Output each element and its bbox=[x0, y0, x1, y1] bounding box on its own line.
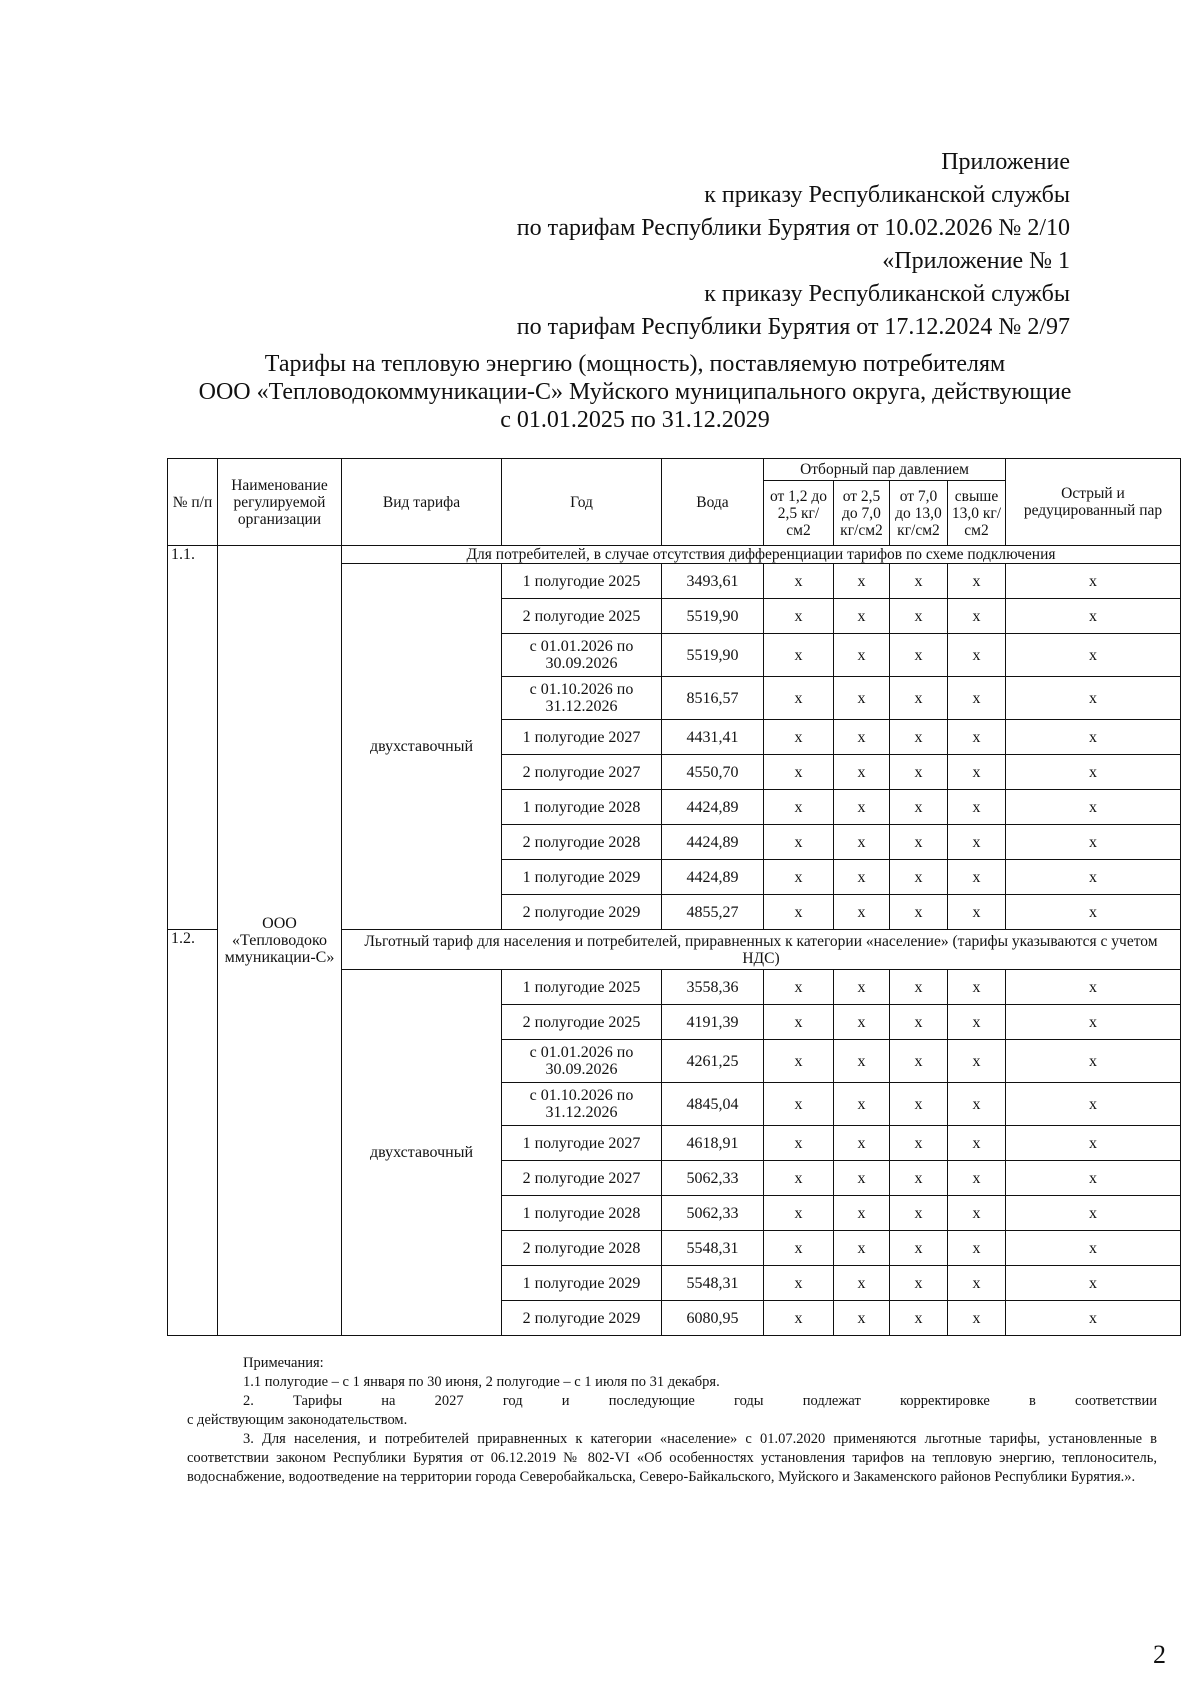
row-year: 2 полугодие 2028 bbox=[502, 825, 662, 860]
cell-cross: x bbox=[764, 895, 834, 930]
cell-cross: x bbox=[948, 599, 1006, 634]
header-sharp-steam: Острый и редуцированный пар bbox=[1006, 459, 1181, 546]
cell-cross: x bbox=[1006, 1231, 1181, 1266]
note-item: с действующим законодательством. bbox=[187, 1412, 408, 1428]
cell-cross: x bbox=[764, 1266, 834, 1301]
cell-cross: x bbox=[764, 634, 834, 677]
cell-cross: x bbox=[890, 1196, 948, 1231]
header-water: Вода bbox=[662, 459, 764, 546]
row-year: 1 полугодие 2025 bbox=[502, 564, 662, 599]
row-water: 6080,95 bbox=[662, 1301, 764, 1336]
row-water: 5062,33 bbox=[662, 1161, 764, 1196]
cell-cross: x bbox=[834, 1266, 890, 1301]
cell-cross: x bbox=[948, 1040, 1006, 1083]
row-year: 1 полугодие 2025 bbox=[502, 970, 662, 1005]
note-item: 1.1 полугодие – с 1 января по 30 июня, 2 полугодие – с 1 июля по 31 декабря. bbox=[243, 1374, 720, 1390]
cell-cross: x bbox=[948, 1005, 1006, 1040]
cell-cross: x bbox=[890, 860, 948, 895]
row-water: 4618,91 bbox=[662, 1126, 764, 1161]
notes-heading: Примечания: bbox=[243, 1355, 324, 1371]
note-item: 3. Для населения, и потребителей приравненных к категории «население» с 01.07.2020 применяются льготные тарифы, установленные в соответствии законом Республики Бурятия от 06.12.2019 № 802-VI «Об особенностях установления тарифов на тепловую энергию, теплоноситель, водоснабжение, водоотведение на территории города Северобайкальска, Северо-Байкальского, Муйского и Закаменского районов Республики Бурятия.». bbox=[187, 1431, 1157, 1485]
header-steam-col: свыше 13,0 кг/см2 bbox=[948, 481, 1006, 546]
cell-cross: x bbox=[834, 720, 890, 755]
cell-cross: x bbox=[890, 970, 948, 1005]
cell-cross: x bbox=[1006, 677, 1181, 720]
tariff-table bbox=[167, 458, 1181, 1336]
cell-cross: x bbox=[1006, 1126, 1181, 1161]
cell-cross: x bbox=[1006, 970, 1181, 1005]
row-year: 2 полугодие 2027 bbox=[502, 755, 662, 790]
appendix-header bbox=[517, 146, 1070, 344]
cell-cross: x bbox=[764, 677, 834, 720]
cell-cross: x bbox=[890, 677, 948, 720]
cell-cross: x bbox=[834, 790, 890, 825]
cell-cross: x bbox=[948, 1301, 1006, 1336]
cell-cross: x bbox=[764, 1083, 834, 1126]
cell-cross: x bbox=[948, 1126, 1006, 1161]
cell-cross: x bbox=[948, 1161, 1006, 1196]
cell-cross: x bbox=[1006, 1266, 1181, 1301]
cell-cross: x bbox=[834, 677, 890, 720]
cell-cross: x bbox=[834, 1301, 890, 1336]
cell-cross: x bbox=[834, 860, 890, 895]
cell-cross: x bbox=[764, 1196, 834, 1231]
cell-cross: x bbox=[890, 720, 948, 755]
section-title: Льготный тариф для населения и потребителей, приравненных к категории «население» (тарифы указываются с учетом НДС) bbox=[342, 930, 1181, 970]
cell-cross: x bbox=[948, 1083, 1006, 1126]
cell-cross: x bbox=[1006, 720, 1181, 755]
row-water: 5548,31 bbox=[662, 1266, 764, 1301]
cell-cross: x bbox=[764, 564, 834, 599]
cell-cross: x bbox=[1006, 790, 1181, 825]
section-number: 1.2. bbox=[168, 930, 218, 1336]
organization-name: ООО «Тепловодоко ммуникации-С» bbox=[218, 546, 342, 1336]
row-water: 5519,90 bbox=[662, 634, 764, 677]
cell-cross: x bbox=[764, 790, 834, 825]
cell-cross: x bbox=[890, 1231, 948, 1266]
title-line: ООО «Тепловодокоммуникации-С» Муйского муниципального округа, действующие bbox=[198, 379, 1072, 405]
cell-cross: x bbox=[890, 895, 948, 930]
row-year: с 01.01.2026 по 30.09.2026 bbox=[502, 1040, 662, 1083]
cell-cross: x bbox=[948, 790, 1006, 825]
cell-cross: x bbox=[890, 1040, 948, 1083]
cell-cross: x bbox=[948, 755, 1006, 790]
cell-cross: x bbox=[834, 1196, 890, 1231]
tariff-type: двухставочный bbox=[342, 970, 502, 1336]
cell-cross: x bbox=[948, 634, 1006, 677]
cell-cross: x bbox=[834, 1083, 890, 1126]
cell-cross: x bbox=[948, 970, 1006, 1005]
cell-cross: x bbox=[834, 825, 890, 860]
cell-cross: x bbox=[764, 1005, 834, 1040]
row-year: 1 полугодие 2027 bbox=[502, 720, 662, 755]
cell-cross: x bbox=[890, 564, 948, 599]
cell-cross: x bbox=[764, 1161, 834, 1196]
cell-cross: x bbox=[1006, 1083, 1181, 1126]
page-number: 2 bbox=[1153, 1640, 1166, 1669]
note-item: 2. Тарифы на 2027 год и последующие годы подлежат корректировке в соответствии bbox=[243, 1393, 1157, 1409]
cell-cross: x bbox=[1006, 1040, 1181, 1083]
header-steam-col: от 7,0 до 13,0 кг/см2 bbox=[890, 481, 948, 546]
cell-cross: x bbox=[890, 755, 948, 790]
row-water: 3558,36 bbox=[662, 970, 764, 1005]
cell-cross: x bbox=[1006, 599, 1181, 634]
cell-cross: x bbox=[948, 825, 1006, 860]
cell-cross: x bbox=[834, 1161, 890, 1196]
cell-cross: x bbox=[1006, 755, 1181, 790]
cell-cross: x bbox=[834, 970, 890, 1005]
row-water: 4431,41 bbox=[662, 720, 764, 755]
cell-cross: x bbox=[890, 825, 948, 860]
cell-cross: x bbox=[890, 1005, 948, 1040]
header-steam-group: Отборный пар давлением bbox=[764, 459, 1006, 481]
row-year: 1 полугодие 2029 bbox=[502, 860, 662, 895]
row-year: с 01.10.2026 по 31.12.2026 bbox=[502, 1083, 662, 1126]
cell-cross: x bbox=[1006, 1196, 1181, 1231]
cell-cross: x bbox=[948, 860, 1006, 895]
cell-cross: x bbox=[890, 1301, 948, 1336]
row-year: 2 полугодие 2029 bbox=[502, 895, 662, 930]
cell-cross: x bbox=[834, 564, 890, 599]
cell-cross: x bbox=[764, 970, 834, 1005]
cell-cross: x bbox=[948, 564, 1006, 599]
cell-cross: x bbox=[1006, 860, 1181, 895]
cell-cross: x bbox=[834, 755, 890, 790]
cell-cross: x bbox=[948, 720, 1006, 755]
row-year: 1 полугодие 2028 bbox=[502, 1196, 662, 1231]
row-year: 2 полугодие 2027 bbox=[502, 1161, 662, 1196]
row-water: 4845,04 bbox=[662, 1083, 764, 1126]
row-water: 5548,31 bbox=[662, 1231, 764, 1266]
cell-cross: x bbox=[1006, 895, 1181, 930]
cell-cross: x bbox=[948, 677, 1006, 720]
header-steam-col: от 1,2 до 2,5 кг/см2 bbox=[764, 481, 834, 546]
cell-cross: x bbox=[1006, 564, 1181, 599]
row-water: 4855,27 bbox=[662, 895, 764, 930]
cell-cross: x bbox=[764, 1126, 834, 1161]
cell-cross: x bbox=[764, 599, 834, 634]
cell-cross: x bbox=[890, 634, 948, 677]
cell-cross: x bbox=[890, 1266, 948, 1301]
cell-cross: x bbox=[1006, 1301, 1181, 1336]
header-line: по тарифам Республики Бурятия от 10.02.2026 № 2/10 bbox=[516, 215, 1070, 241]
row-water: 3493,61 bbox=[662, 564, 764, 599]
cell-cross: x bbox=[834, 599, 890, 634]
row-year: с 01.01.2026 по 30.09.2026 bbox=[502, 634, 662, 677]
row-year: 2 полугодие 2029 bbox=[502, 1301, 662, 1336]
row-water: 5062,33 bbox=[662, 1196, 764, 1231]
document-title bbox=[170, 350, 1100, 434]
cell-cross: x bbox=[890, 1083, 948, 1126]
header-line: по тарифам Республики Бурятия от 17.12.2024 № 2/97 bbox=[516, 314, 1070, 340]
row-year: 2 полугодие 2025 bbox=[502, 1005, 662, 1040]
cell-cross: x bbox=[834, 1040, 890, 1083]
cell-cross: x bbox=[764, 860, 834, 895]
row-water: 4550,70 bbox=[662, 755, 764, 790]
cell-cross: x bbox=[1006, 1161, 1181, 1196]
header-year: Год bbox=[502, 459, 662, 546]
row-water: 8516,57 bbox=[662, 677, 764, 720]
row-water: 4261,25 bbox=[662, 1040, 764, 1083]
cell-cross: x bbox=[764, 825, 834, 860]
cell-cross: x bbox=[834, 1005, 890, 1040]
row-water: 4191,39 bbox=[662, 1005, 764, 1040]
tariff-type: двухставочный bbox=[342, 564, 502, 930]
cell-cross: x bbox=[764, 720, 834, 755]
cell-cross: x bbox=[834, 1126, 890, 1161]
row-year: 1 полугодие 2028 bbox=[502, 790, 662, 825]
header-line: к приказу Республиканской службы bbox=[704, 182, 1070, 208]
cell-cross: x bbox=[948, 895, 1006, 930]
row-water: 5519,90 bbox=[662, 599, 764, 634]
cell-cross: x bbox=[890, 790, 948, 825]
section-number: 1.1. bbox=[168, 546, 218, 930]
section-title: Для потребителей, в случае отсутствия дифференциации тарифов по схеме подключения bbox=[342, 546, 1181, 564]
cell-cross: x bbox=[1006, 825, 1181, 860]
title-line: Тарифы на тепловую энергию (мощность), поставляемую потребителям bbox=[264, 351, 1006, 377]
row-year: 1 полугодие 2027 bbox=[502, 1126, 662, 1161]
row-water: 4424,89 bbox=[662, 860, 764, 895]
cell-cross: x bbox=[948, 1266, 1006, 1301]
header-line: «Приложение № 1 bbox=[882, 248, 1070, 274]
row-water: 4424,89 bbox=[662, 790, 764, 825]
header-tariff-type: Вид тарифа bbox=[342, 459, 502, 546]
cell-cross: x bbox=[834, 1231, 890, 1266]
row-year: с 01.10.2026 по 31.12.2026 bbox=[502, 677, 662, 720]
header-steam-col: от 2,5 до 7,0 кг/см2 bbox=[834, 481, 890, 546]
cell-cross: x bbox=[890, 1161, 948, 1196]
cell-cross: x bbox=[834, 895, 890, 930]
header-line: Приложение bbox=[941, 149, 1070, 175]
cell-cross: x bbox=[890, 599, 948, 634]
cell-cross: x bbox=[1006, 1005, 1181, 1040]
row-water: 4424,89 bbox=[662, 825, 764, 860]
row-year: 1 полугодие 2029 bbox=[502, 1266, 662, 1301]
notes-section bbox=[187, 1354, 1157, 1487]
header-num: № п/п bbox=[168, 459, 218, 546]
cell-cross: x bbox=[764, 755, 834, 790]
cell-cross: x bbox=[890, 1126, 948, 1161]
header-organization: Наименование регулируемой организации bbox=[218, 459, 342, 546]
title-line: с 01.01.2025 по 31.12.2029 bbox=[500, 407, 770, 433]
header-line: к приказу Республиканской службы bbox=[704, 281, 1070, 307]
cell-cross: x bbox=[948, 1196, 1006, 1231]
row-year: 2 полугодие 2025 bbox=[502, 599, 662, 634]
cell-cross: x bbox=[834, 634, 890, 677]
cell-cross: x bbox=[1006, 634, 1181, 677]
cell-cross: x bbox=[948, 1231, 1006, 1266]
cell-cross: x bbox=[764, 1301, 834, 1336]
cell-cross: x bbox=[764, 1040, 834, 1083]
cell-cross: x bbox=[764, 1231, 834, 1266]
row-year: 2 полугодие 2028 bbox=[502, 1231, 662, 1266]
